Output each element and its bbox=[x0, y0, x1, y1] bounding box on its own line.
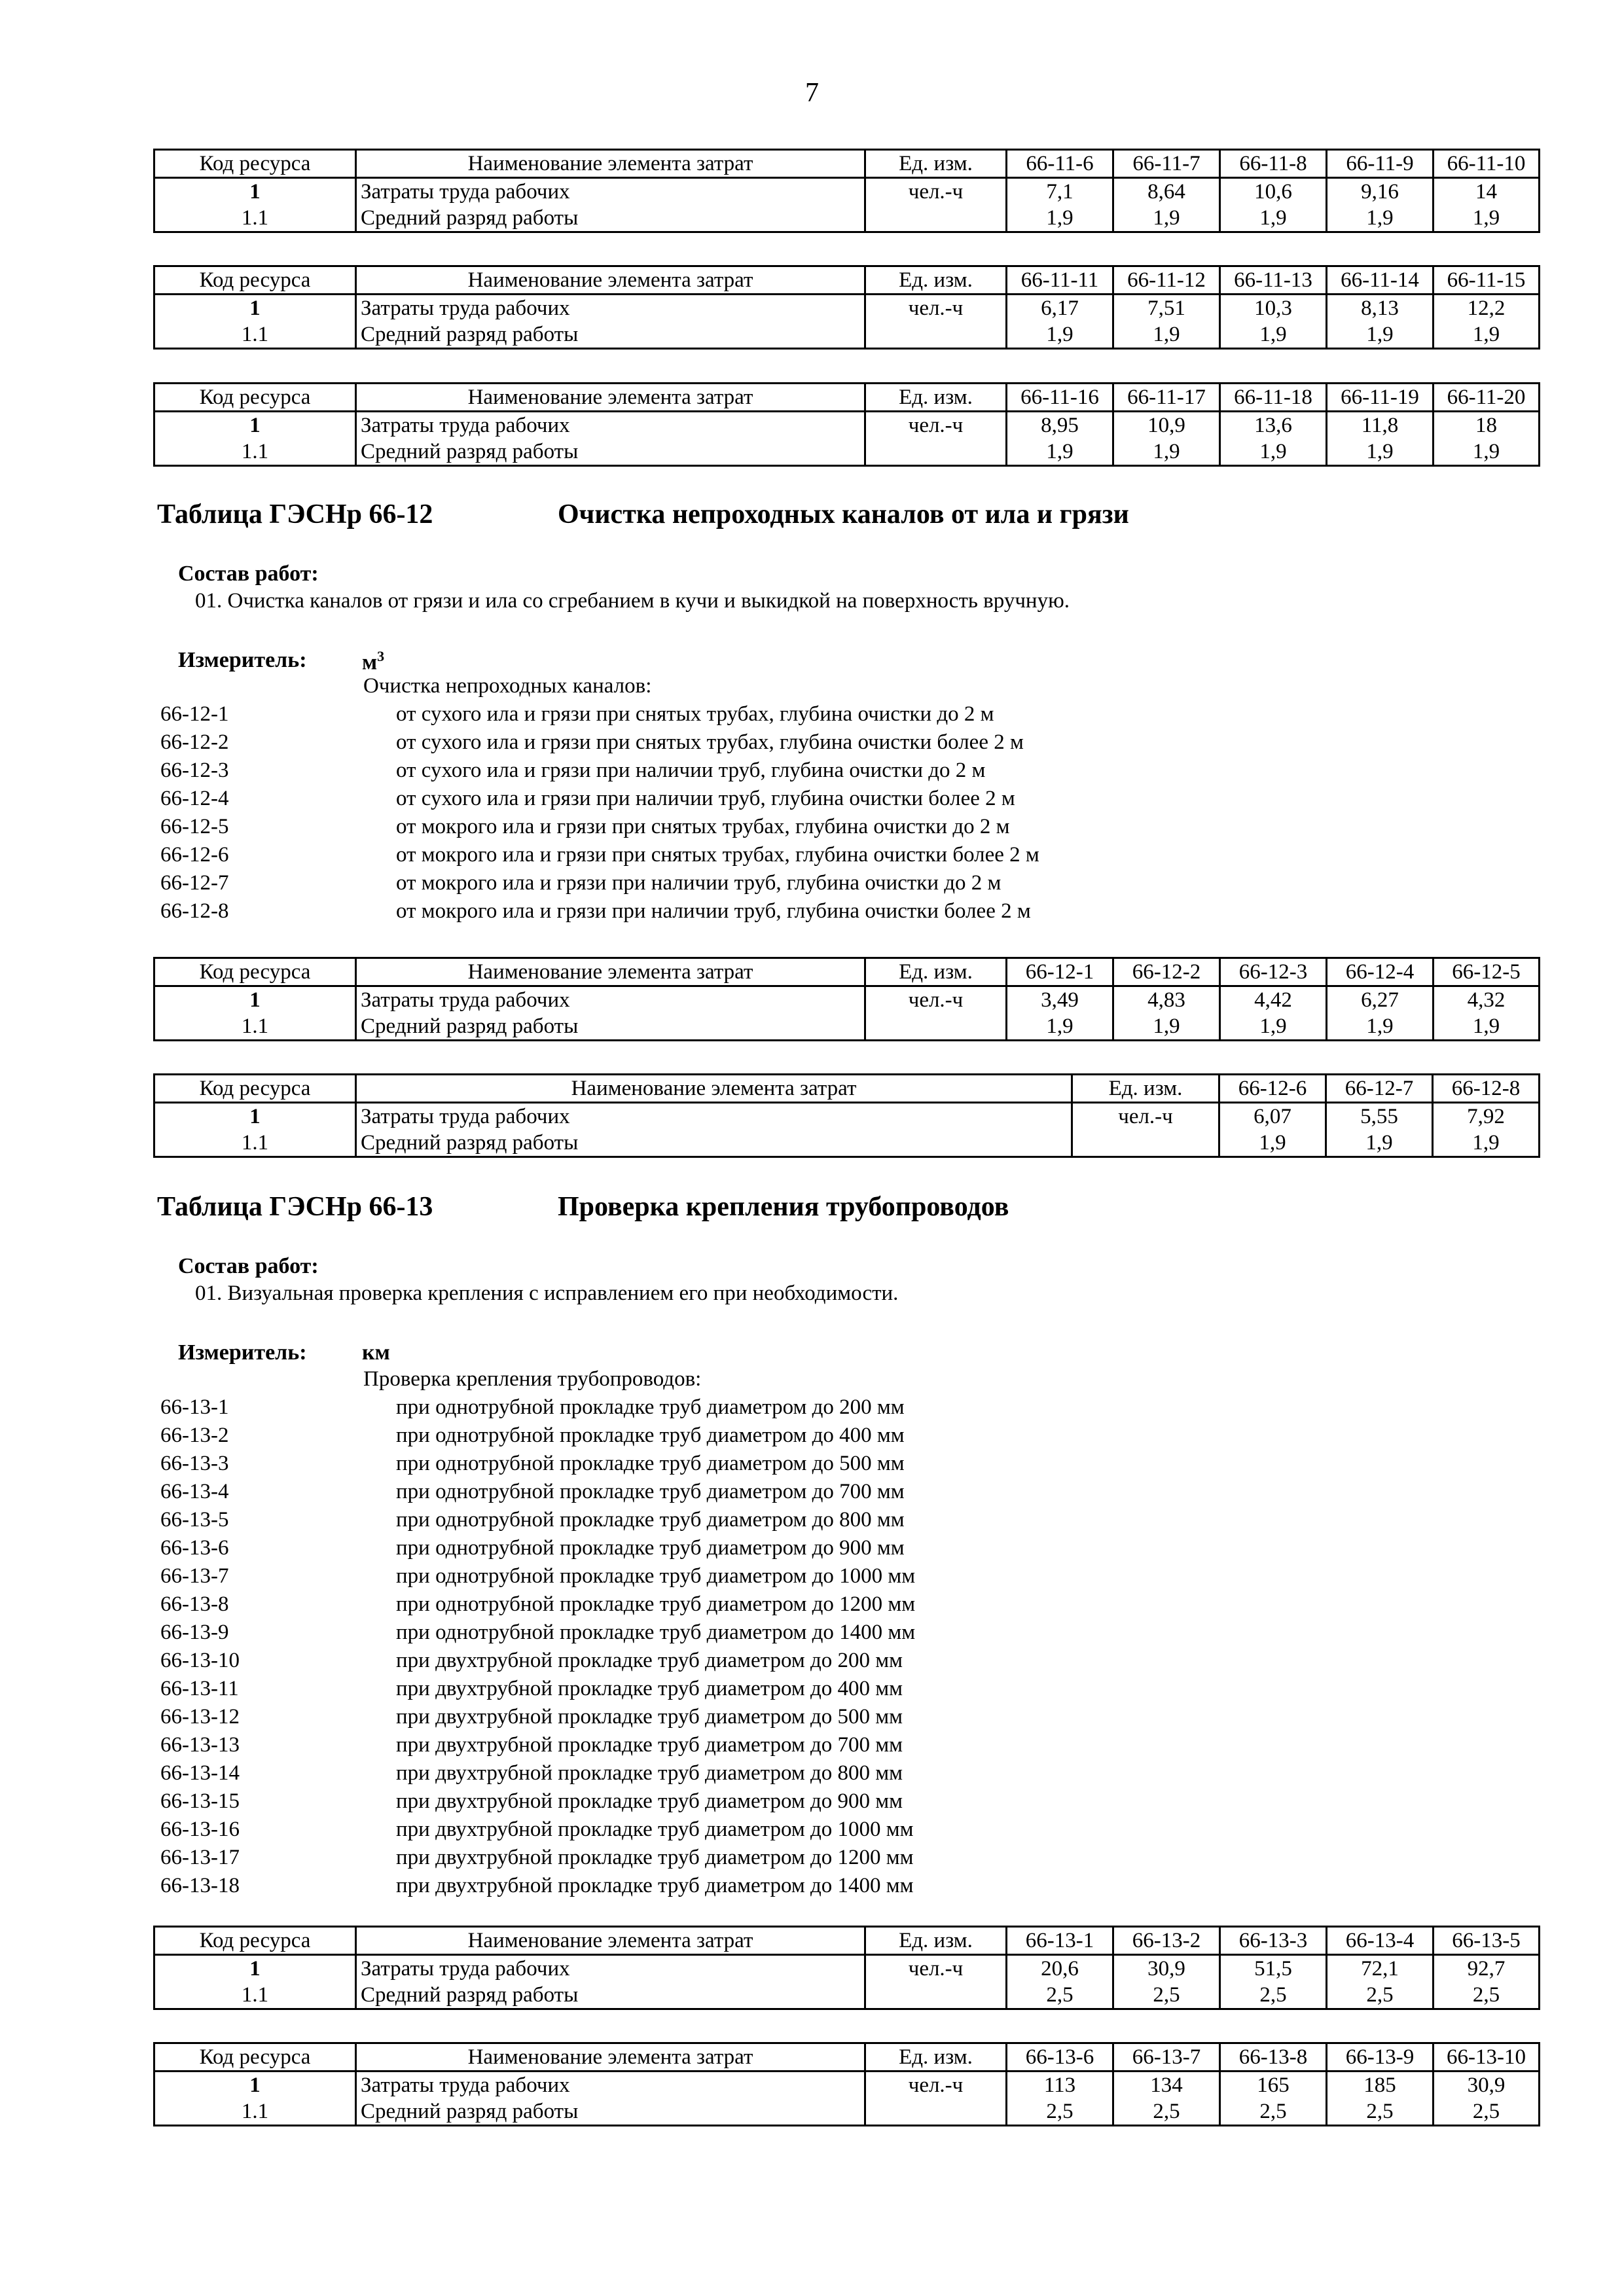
item-code: 66-13-12 bbox=[160, 1705, 240, 1729]
header-name: Наименование элемента затрат bbox=[356, 150, 865, 178]
header-col: 66-11-14 bbox=[1327, 266, 1434, 295]
resource-table-66-11-11-15 bbox=[153, 265, 1540, 350]
row-unit: чел.-ч bbox=[865, 178, 1007, 206]
item-code: 66-13-15 bbox=[160, 1789, 240, 1813]
row-value: 6,07 bbox=[1219, 1103, 1326, 1130]
row-name: Средний разряд работы bbox=[356, 2098, 865, 2126]
row-value: 113 bbox=[1007, 2072, 1113, 2099]
item-code: 66-13-2 bbox=[160, 1424, 229, 1447]
item-code: 66-13-5 bbox=[160, 1508, 229, 1532]
row-value: 2,5 bbox=[1113, 1982, 1220, 2009]
resource-table-66-11-6-10 bbox=[153, 149, 1540, 233]
row-value: 185 bbox=[1327, 2072, 1434, 2099]
resource-table-66-13-6-10 bbox=[153, 2042, 1540, 2126]
row-value: 8,95 bbox=[1007, 412, 1113, 439]
section-13-izm-label: Измеритель: bbox=[178, 1340, 307, 1365]
row-value: 1,9 bbox=[1220, 439, 1327, 466]
header-col: 66-12-5 bbox=[1434, 958, 1540, 986]
list-item bbox=[160, 869, 1535, 897]
section-13-unit: км bbox=[362, 1340, 390, 1365]
section-13-table-label: Таблица ГЭСНр 66-13 bbox=[157, 1192, 433, 1222]
row-unit bbox=[1072, 1130, 1219, 1157]
row-unit bbox=[865, 205, 1007, 232]
header-col: 66-13-9 bbox=[1327, 2043, 1434, 2072]
row-code: 1 bbox=[154, 986, 356, 1014]
row-value: 1,9 bbox=[1007, 1013, 1113, 1041]
header-name: Наименование элемента затрат bbox=[356, 958, 865, 986]
row-value: 7,1 bbox=[1007, 178, 1113, 206]
row-unit: чел.-ч bbox=[865, 2072, 1007, 2099]
row-value: 1,9 bbox=[1434, 1013, 1540, 1041]
header-col: 66-12-8 bbox=[1433, 1075, 1540, 1103]
row-unit: чел.-ч bbox=[865, 1955, 1007, 1982]
row-unit bbox=[865, 1982, 1007, 2009]
header-col: 66-11-16 bbox=[1007, 384, 1113, 412]
section-12-izm-label: Измеритель: bbox=[178, 648, 307, 672]
header-col: 66-13-8 bbox=[1220, 2043, 1327, 2072]
header-col: 66-11-18 bbox=[1220, 384, 1327, 412]
header-code: Код ресурса bbox=[154, 958, 356, 986]
header-name: Наименование элемента затрат bbox=[356, 2043, 865, 2072]
row-code: 1.1 bbox=[154, 1982, 356, 2009]
header-unit: Ед. изм. bbox=[865, 266, 1007, 295]
item-text: при однотрубной прокладке труб диаметром до 400 мм bbox=[396, 1424, 905, 1447]
item-text: от мокрого ила и грязи при снятых трубах, глубина очистки более 2 м bbox=[396, 843, 1039, 867]
row-value: 10,6 bbox=[1220, 178, 1327, 206]
table-row bbox=[154, 2098, 1540, 2126]
header-col: 66-13-10 bbox=[1434, 2043, 1540, 2072]
table-header-row bbox=[154, 384, 1540, 412]
header-code: Код ресурса bbox=[154, 2043, 356, 2072]
item-code: 66-13-18 bbox=[160, 1874, 240, 1897]
list-item bbox=[160, 1647, 1535, 1675]
row-value: 1,9 bbox=[1326, 1130, 1433, 1157]
list-item bbox=[160, 700, 1535, 728]
row-value: 7,51 bbox=[1113, 295, 1220, 322]
header-col: 66-13-1 bbox=[1007, 1927, 1113, 1955]
table-row bbox=[154, 1955, 1540, 1982]
row-value: 1,9 bbox=[1220, 1013, 1327, 1041]
header-col: 66-11-20 bbox=[1434, 384, 1540, 412]
list-item bbox=[160, 1844, 1535, 1872]
item-code: 66-13-4 bbox=[160, 1480, 229, 1503]
header-col: 66-12-7 bbox=[1326, 1075, 1433, 1103]
row-value: 2,5 bbox=[1327, 1982, 1434, 2009]
row-value: 14 bbox=[1434, 178, 1540, 206]
row-value: 1,9 bbox=[1433, 1130, 1540, 1157]
list-item bbox=[160, 1759, 1535, 1787]
header-col: 66-12-3 bbox=[1220, 958, 1327, 986]
table-row bbox=[154, 205, 1540, 232]
item-code: 66-12-4 bbox=[160, 787, 229, 810]
list-item bbox=[160, 785, 1535, 813]
row-value: 2,5 bbox=[1220, 1982, 1327, 2009]
row-value: 1,9 bbox=[1327, 439, 1434, 466]
item-code: 66-13-17 bbox=[160, 1846, 240, 1869]
row-code: 1.1 bbox=[154, 1013, 356, 1041]
resource-table-66-13-1-5 bbox=[153, 1926, 1540, 2010]
row-name: Затраты труда рабочих bbox=[356, 295, 865, 322]
table-row bbox=[154, 439, 1540, 466]
row-name: Средний разряд работы bbox=[356, 439, 865, 466]
row-value: 51,5 bbox=[1220, 1955, 1327, 1982]
row-unit: чел.-ч bbox=[865, 295, 1007, 322]
row-code: 1 bbox=[154, 412, 356, 439]
list-item bbox=[160, 1816, 1535, 1844]
table-header-row bbox=[154, 150, 1540, 178]
row-value: 2,5 bbox=[1113, 2098, 1220, 2126]
list-head: Очистка непроходных каналов: bbox=[363, 674, 652, 698]
row-value: 20,6 bbox=[1007, 1955, 1113, 1982]
row-name: Затраты труда рабочих bbox=[356, 1955, 865, 1982]
row-value: 1,9 bbox=[1327, 205, 1434, 232]
row-value: 1,9 bbox=[1113, 439, 1220, 466]
row-value: 2,5 bbox=[1007, 1982, 1113, 2009]
header-code: Код ресурса bbox=[154, 1075, 356, 1103]
section-13-list bbox=[160, 1365, 1535, 1900]
row-code: 1 bbox=[154, 178, 356, 206]
section-12-work-item: 01. Очистка каналов от грязи и ила со сгребанием в кучи и выкидкой на поверхность вручную. bbox=[195, 589, 1070, 613]
row-name: Затраты труда рабочих bbox=[356, 178, 865, 206]
row-value: 1,9 bbox=[1113, 205, 1220, 232]
row-value: 4,42 bbox=[1220, 986, 1327, 1014]
unit-superscript: 3 bbox=[377, 648, 385, 664]
item-code: 66-13-13 bbox=[160, 1733, 240, 1757]
list-item bbox=[160, 728, 1535, 757]
item-text: при однотрубной прокладке труб диаметром до 700 мм bbox=[396, 1480, 905, 1503]
header-col: 66-11-8 bbox=[1220, 150, 1327, 178]
row-name: Средний разряд работы bbox=[356, 1013, 865, 1041]
header-col: 66-11-19 bbox=[1327, 384, 1434, 412]
table-row bbox=[154, 1013, 1540, 1041]
list-item bbox=[160, 1872, 1535, 1900]
section-12-sostav-label: Состав работ: bbox=[178, 562, 319, 586]
row-value: 6,27 bbox=[1327, 986, 1434, 1014]
header-col: 66-11-12 bbox=[1113, 266, 1220, 295]
item-text: при двухтрубной прокладке труб диаметром до 900 мм bbox=[396, 1789, 903, 1813]
header-col: 66-12-4 bbox=[1327, 958, 1434, 986]
row-code: 1.1 bbox=[154, 1130, 356, 1157]
item-text: при двухтрубной прокладке труб диаметром до 1400 мм bbox=[396, 1874, 914, 1897]
header-col: 66-11-10 bbox=[1434, 150, 1540, 178]
item-code: 66-13-10 bbox=[160, 1649, 240, 1672]
list-item bbox=[160, 813, 1535, 841]
table-row bbox=[154, 412, 1540, 439]
item-text: при однотрубной прокладке труб диаметром до 500 мм bbox=[396, 1452, 905, 1475]
item-code: 66-13-16 bbox=[160, 1818, 240, 1841]
row-value: 1,9 bbox=[1219, 1130, 1326, 1157]
item-code: 66-13-14 bbox=[160, 1761, 240, 1785]
item-text: при однотрубной прокладке труб диаметром до 200 мм bbox=[396, 1395, 905, 1419]
table-row bbox=[154, 1982, 1540, 2009]
row-value: 2,5 bbox=[1327, 2098, 1434, 2126]
header-unit: Ед. изм. bbox=[865, 2043, 1007, 2072]
row-code: 1.1 bbox=[154, 205, 356, 232]
row-value: 11,8 bbox=[1327, 412, 1434, 439]
header-unit: Ед. изм. bbox=[865, 1927, 1007, 1955]
list-item bbox=[160, 1619, 1535, 1647]
table-row bbox=[154, 1130, 1540, 1157]
item-text: при двухтрубной прокладке труб диаметром до 1200 мм bbox=[396, 1846, 914, 1869]
item-code: 66-13-1 bbox=[160, 1395, 229, 1419]
item-text: от мокрого ила и грязи при снятых трубах, глубина очистки до 2 м bbox=[396, 815, 1010, 838]
row-value: 1,9 bbox=[1007, 205, 1113, 232]
list-item bbox=[160, 757, 1535, 785]
row-name: Затраты труда рабочих bbox=[356, 1103, 1072, 1130]
header-col: 66-11-15 bbox=[1434, 266, 1540, 295]
item-text: при двухтрубной прокладке труб диаметром до 1000 мм bbox=[396, 1818, 914, 1841]
row-unit: чел.-ч bbox=[865, 412, 1007, 439]
row-value: 6,17 bbox=[1007, 295, 1113, 322]
resource-table-66-12-1-5 bbox=[153, 957, 1540, 1041]
row-code: 1 bbox=[154, 1103, 356, 1130]
row-value: 10,3 bbox=[1220, 295, 1327, 322]
row-name: Затраты труда рабочих bbox=[356, 986, 865, 1014]
item-text: при однотрубной прокладке труб диаметром до 800 мм bbox=[396, 1508, 905, 1532]
row-code: 1.1 bbox=[154, 321, 356, 349]
row-unit bbox=[865, 321, 1007, 349]
list-item bbox=[160, 1450, 1535, 1478]
row-value: 2,5 bbox=[1434, 1982, 1540, 2009]
row-value: 1,9 bbox=[1327, 321, 1434, 349]
row-value: 13,6 bbox=[1220, 412, 1327, 439]
table-header-row bbox=[154, 266, 1540, 295]
row-value: 134 bbox=[1113, 2072, 1220, 2099]
list-item bbox=[160, 1675, 1535, 1703]
list-item bbox=[160, 1534, 1535, 1562]
row-value: 92,7 bbox=[1434, 1955, 1540, 1982]
row-value: 1,9 bbox=[1434, 321, 1540, 349]
header-col: 66-13-4 bbox=[1327, 1927, 1434, 1955]
header-col: 66-11-17 bbox=[1113, 384, 1220, 412]
item-text: при двухтрубной прокладке труб диаметром до 800 мм bbox=[396, 1761, 903, 1785]
header-col: 66-13-3 bbox=[1220, 1927, 1327, 1955]
row-name: Средний разряд работы bbox=[356, 205, 865, 232]
item-text: от сухого ила и грязи при снятых трубах, глубина очистки до 2 м bbox=[396, 702, 994, 726]
row-code: 1.1 bbox=[154, 2098, 356, 2126]
row-code: 1 bbox=[154, 2072, 356, 2099]
header-unit: Ед. изм. bbox=[865, 150, 1007, 178]
table-header-row bbox=[154, 1927, 1540, 1955]
row-value: 2,5 bbox=[1220, 2098, 1327, 2126]
row-value: 5,55 bbox=[1326, 1103, 1433, 1130]
row-value: 2,5 bbox=[1434, 2098, 1540, 2126]
list-item bbox=[160, 1506, 1535, 1534]
header-col: 66-13-7 bbox=[1113, 2043, 1220, 2072]
list-head: Проверка крепления трубопроводов: bbox=[363, 1367, 702, 1391]
header-unit: Ед. изм. bbox=[865, 384, 1007, 412]
header-col: 66-11-11 bbox=[1007, 266, 1113, 295]
row-value: 3,49 bbox=[1007, 986, 1113, 1014]
table-row bbox=[154, 2072, 1540, 2099]
row-value: 72,1 bbox=[1327, 1955, 1434, 1982]
row-value: 1,9 bbox=[1434, 439, 1540, 466]
header-code: Код ресурса bbox=[154, 1927, 356, 1955]
row-value: 1,9 bbox=[1007, 439, 1113, 466]
row-value: 4,83 bbox=[1113, 986, 1220, 1014]
row-value: 4,32 bbox=[1434, 986, 1540, 1014]
row-unit bbox=[865, 1013, 1007, 1041]
row-value: 1,9 bbox=[1220, 321, 1327, 349]
header-name: Наименование элемента затрат bbox=[356, 384, 865, 412]
row-value: 165 bbox=[1220, 2072, 1327, 2099]
table-header-row bbox=[154, 958, 1540, 986]
item-text: от мокрого ила и грязи при наличии труб, глубина очистки более 2 м bbox=[396, 899, 1031, 923]
table-row bbox=[154, 986, 1540, 1014]
item-code: 66-13-7 bbox=[160, 1564, 229, 1588]
item-code: 66-13-3 bbox=[160, 1452, 229, 1475]
header-col: 66-12-2 bbox=[1113, 958, 1220, 986]
row-value: 30,9 bbox=[1434, 2072, 1540, 2099]
row-name: Средний разряд работы bbox=[356, 321, 865, 349]
section-13-title: Проверка крепления трубопроводов bbox=[558, 1192, 1009, 1222]
table-row bbox=[154, 1103, 1540, 1130]
item-text: при однотрубной прокладке труб диаметром до 900 мм bbox=[396, 1536, 905, 1560]
header-code: Код ресурса bbox=[154, 384, 356, 412]
item-code: 66-13-9 bbox=[160, 1621, 229, 1644]
row-code: 1 bbox=[154, 295, 356, 322]
row-value: 1,9 bbox=[1327, 1013, 1434, 1041]
header-col: 66-12-6 bbox=[1219, 1075, 1326, 1103]
row-value: 30,9 bbox=[1113, 1955, 1220, 1982]
list-item bbox=[160, 897, 1535, 925]
item-text: при двухтрубной прокладке труб диаметром до 500 мм bbox=[396, 1705, 903, 1729]
row-name: Затраты труда рабочих bbox=[356, 2072, 865, 2099]
header-code: Код ресурса bbox=[154, 266, 356, 295]
header-col: 66-11-7 bbox=[1113, 150, 1220, 178]
header-col: 66-11-6 bbox=[1007, 150, 1113, 178]
section-12-title: Очистка непроходных каналов от ила и грязи bbox=[558, 499, 1129, 529]
item-text: при двухтрубной прокладке труб диаметром до 700 мм bbox=[396, 1733, 903, 1757]
header-col: 66-13-6 bbox=[1007, 2043, 1113, 2072]
page-number: 7 bbox=[805, 78, 819, 108]
item-text: от мокрого ила и грязи при наличии труб, глубина очистки до 2 м bbox=[396, 871, 1001, 895]
resource-table-66-12-6-8 bbox=[153, 1073, 1540, 1158]
list-item bbox=[160, 1590, 1535, 1619]
item-code: 66-13-6 bbox=[160, 1536, 229, 1560]
unit-base: м bbox=[362, 650, 378, 675]
header-unit: Ед. изм. bbox=[1072, 1075, 1219, 1103]
header-col: 66-12-1 bbox=[1007, 958, 1113, 986]
item-code: 66-12-3 bbox=[160, 759, 229, 782]
list-item bbox=[160, 1393, 1535, 1422]
section-12-unit bbox=[362, 648, 384, 675]
row-value: 8,13 bbox=[1327, 295, 1434, 322]
row-value: 18 bbox=[1434, 412, 1540, 439]
item-text: от сухого ила и грязи при наличии труб, глубина очистки до 2 м bbox=[396, 759, 986, 782]
item-text: при однотрубной прокладке труб диаметром до 1400 мм bbox=[396, 1621, 916, 1644]
table-header-row bbox=[154, 1075, 1540, 1103]
list-item bbox=[160, 1731, 1535, 1759]
item-text: при двухтрубной прокладке труб диаметром до 200 мм bbox=[396, 1649, 903, 1672]
item-text: при двухтрубной прокладке труб диаметром до 400 мм bbox=[396, 1677, 903, 1700]
item-code: 66-12-6 bbox=[160, 843, 229, 867]
row-value: 7,92 bbox=[1433, 1103, 1540, 1130]
item-code: 66-12-8 bbox=[160, 899, 229, 923]
item-code: 66-12-1 bbox=[160, 702, 229, 726]
row-value: 10,9 bbox=[1113, 412, 1220, 439]
header-col: 66-11-9 bbox=[1327, 150, 1434, 178]
list-item bbox=[160, 1703, 1535, 1731]
header-col: 66-13-2 bbox=[1113, 1927, 1220, 1955]
row-unit bbox=[865, 2098, 1007, 2126]
item-text: при однотрубной прокладке труб диаметром до 1200 мм bbox=[396, 1592, 916, 1616]
item-code: 66-12-5 bbox=[160, 815, 229, 838]
row-value: 2,5 bbox=[1007, 2098, 1113, 2126]
row-unit: чел.-ч bbox=[865, 986, 1007, 1014]
section-12-table-label: Таблица ГЭСНр 66-12 bbox=[157, 499, 433, 529]
item-code: 66-12-7 bbox=[160, 871, 229, 895]
header-name: Наименование элемента затрат bbox=[356, 1075, 1072, 1103]
row-value: 1,9 bbox=[1113, 1013, 1220, 1041]
row-value: 12,2 bbox=[1434, 295, 1540, 322]
table-row bbox=[154, 295, 1540, 322]
row-name: Средний разряд работы bbox=[356, 1130, 1072, 1157]
header-name: Наименование элемента затрат bbox=[356, 266, 865, 295]
list-item bbox=[160, 841, 1535, 869]
list-item bbox=[160, 1787, 1535, 1816]
header-col: 66-11-13 bbox=[1220, 266, 1327, 295]
header-unit: Ед. изм. bbox=[865, 958, 1007, 986]
item-text: от сухого ила и грязи при снятых трубах, глубина очистки более 2 м bbox=[396, 730, 1024, 754]
table-row bbox=[154, 178, 1540, 206]
list-item bbox=[160, 1478, 1535, 1506]
item-code: 66-13-8 bbox=[160, 1592, 229, 1616]
row-value: 1,9 bbox=[1434, 205, 1540, 232]
item-text: от сухого ила и грязи при наличии труб, глубина очистки более 2 м bbox=[396, 787, 1015, 810]
list-item bbox=[160, 1562, 1535, 1590]
header-code: Код ресурса bbox=[154, 150, 356, 178]
item-code: 66-12-2 bbox=[160, 730, 229, 754]
list-item bbox=[160, 1422, 1535, 1450]
row-value: 1,9 bbox=[1113, 321, 1220, 349]
row-unit bbox=[865, 439, 1007, 466]
row-name: Затраты труда рабочих bbox=[356, 412, 865, 439]
row-unit: чел.-ч bbox=[1072, 1103, 1219, 1130]
section-13-work-item: 01. Визуальная проверка крепления с исправлением его при необходимости. bbox=[195, 1282, 899, 1305]
row-value: 1,9 bbox=[1220, 205, 1327, 232]
row-name: Средний разряд работы bbox=[356, 1982, 865, 2009]
header-name: Наименование элемента затрат bbox=[356, 1927, 865, 1955]
section-13-sostav-label: Состав работ: bbox=[178, 1254, 319, 1278]
item-code: 66-13-11 bbox=[160, 1677, 239, 1700]
item-text: при однотрубной прокладке труб диаметром до 1000 мм bbox=[396, 1564, 916, 1588]
row-code: 1.1 bbox=[154, 439, 356, 466]
section-12-list bbox=[160, 672, 1535, 925]
row-value: 9,16 bbox=[1327, 178, 1434, 206]
row-code: 1 bbox=[154, 1955, 356, 1982]
table-row bbox=[154, 321, 1540, 349]
row-value: 1,9 bbox=[1007, 321, 1113, 349]
table-header-row bbox=[154, 2043, 1540, 2072]
row-value: 8,64 bbox=[1113, 178, 1220, 206]
header-col: 66-13-5 bbox=[1434, 1927, 1540, 1955]
resource-table-66-11-16-20 bbox=[153, 382, 1540, 467]
